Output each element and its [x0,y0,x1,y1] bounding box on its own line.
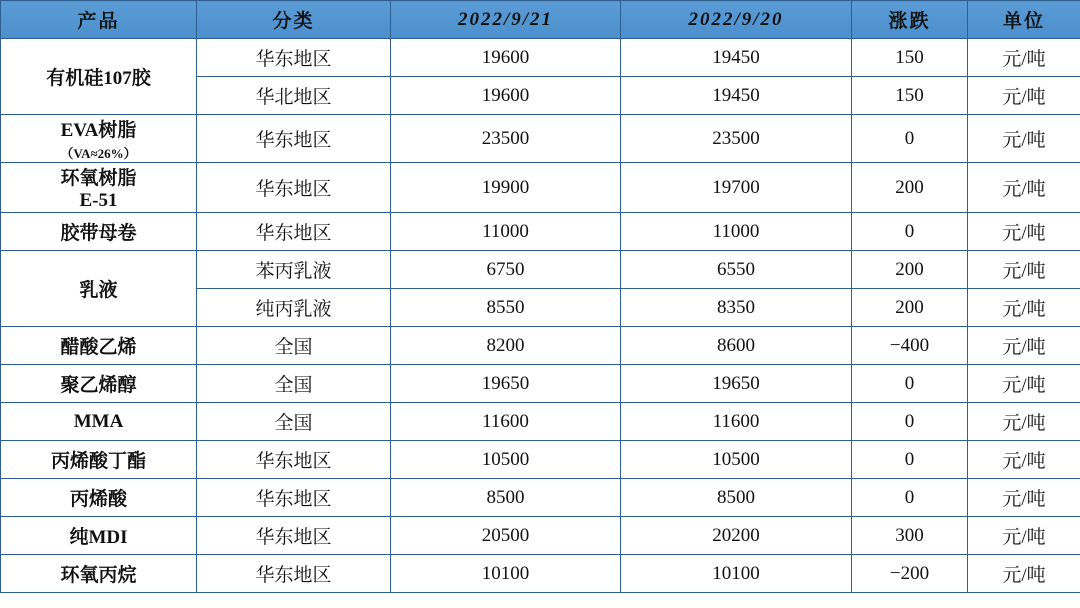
cell-product [1,213,197,251]
cell-category: 全国 [197,403,391,441]
cell-unit: 元/吨 [968,39,1080,77]
cell-category: 纯丙乳液 [197,289,391,327]
product-name: 环氧树脂 [60,168,137,189]
cell-product [1,251,197,327]
cell-unit: 元/吨 [968,163,1080,213]
product-name: 胶带母卷 [60,223,137,244]
cell-change: 150 [852,77,968,115]
cell-price-prev: 8350 [621,289,852,327]
cell-price-prev: 20200 [621,517,852,555]
cell-product [1,555,197,593]
table-row [1,327,1080,365]
cell-unit: 元/吨 [968,327,1080,365]
cell-unit: 元/吨 [968,555,1080,593]
cell-category: 华东地区 [197,163,391,213]
cell-price-prev: 8600 [621,327,852,365]
table-row [1,213,1080,251]
table-row [1,403,1080,441]
product-name: MMA [73,410,124,432]
cell-price-today: 11600 [391,403,621,441]
cell-unit: 元/吨 [968,251,1080,289]
cell-category: 华东地区 [197,39,391,77]
product-name: 醋酸乙烯 [60,337,137,358]
cell-change: 0 [852,213,968,251]
cell-category: 华东地区 [197,213,391,251]
cell-unit: 元/吨 [968,115,1080,163]
cell-price-today: 10500 [391,441,621,479]
cell-product [1,479,197,517]
cell-category: 华东地区 [197,555,391,593]
header-row [1,1,1080,39]
cell-change: 0 [852,115,968,163]
table-row [1,39,1080,77]
cell-product [1,115,197,163]
cell-unit: 元/吨 [968,289,1080,327]
table-row [1,115,1080,163]
cell-price-today: 19900 [391,163,621,213]
cell-price-prev: 6550 [621,251,852,289]
cell-category: 华北地区 [197,77,391,115]
cell-price-prev: 19650 [621,365,852,403]
cell-change: 0 [852,441,968,479]
cell-unit: 元/吨 [968,517,1080,555]
product-name: 丙烯酸丁酯 [50,451,146,472]
cell-change: 0 [852,479,968,517]
table-header [1,1,1080,39]
cell-price-today: 6750 [391,251,621,289]
table-row [1,479,1080,517]
table-row [1,441,1080,479]
cell-product [1,39,197,115]
cell-unit: 元/吨 [968,441,1080,479]
table-row [1,365,1080,403]
cell-change: 200 [852,251,968,289]
header-cell-date-prev: 2022/9/20 [621,1,852,39]
cell-category: 苯丙乳液 [197,251,391,289]
table-row [1,251,1080,289]
header-cell-change: 涨跌 [852,1,968,39]
cell-price-prev: 10500 [621,441,852,479]
cell-change: −200 [852,555,968,593]
cell-change: 200 [852,163,968,213]
product-name: EVA树脂 [60,120,137,141]
product-name-line2: E-51 [79,190,118,211]
cell-category: 华东地区 [197,479,391,517]
cell-product [1,365,197,403]
table-body [1,39,1080,593]
product-name: 聚乙烯醇 [60,375,137,396]
cell-change: 0 [852,365,968,403]
cell-unit: 元/吨 [968,365,1080,403]
cell-product [1,163,197,213]
table-row [1,555,1080,593]
cell-unit: 元/吨 [968,213,1080,251]
cell-unit: 元/吨 [968,479,1080,517]
header-cell-unit: 单位 [968,1,1080,39]
cell-category: 华东地区 [197,441,391,479]
cell-price-prev: 19450 [621,39,852,77]
cell-category: 全国 [197,327,391,365]
cell-price-today: 20500 [391,517,621,555]
header-cell-category: 分类 [197,1,391,39]
cell-price-prev: 11000 [621,213,852,251]
product-name: 乳液 [79,280,118,301]
table-row [1,517,1080,555]
cell-price-today: 11000 [391,213,621,251]
cell-price-today: 8500 [391,479,621,517]
product-name: 环氧丙烷 [60,565,137,586]
cell-change: 150 [852,39,968,77]
cell-price-today: 19650 [391,365,621,403]
cell-product [1,327,197,365]
product-name: 丙烯酸 [69,489,127,510]
cell-category: 全国 [197,365,391,403]
cell-price-prev: 8500 [621,479,852,517]
cell-category: 华东地区 [197,115,391,163]
cell-price-today: 8550 [391,289,621,327]
cell-price-prev: 23500 [621,115,852,163]
cell-price-prev: 19450 [621,77,852,115]
cell-product [1,517,197,555]
cell-product [1,441,197,479]
product-subtitle: （VA≈26%） [60,146,137,161]
cell-unit: 元/吨 [968,77,1080,115]
product-name: 纯MDI [69,527,128,548]
cell-category: 华东地区 [197,517,391,555]
cell-price-prev: 11600 [621,403,852,441]
cell-price-prev: 19700 [621,163,852,213]
cell-change: 300 [852,517,968,555]
cell-price-today: 8200 [391,327,621,365]
cell-price-today: 23500 [391,115,621,163]
table-row [1,163,1080,213]
cell-change: −400 [852,327,968,365]
cell-change: 200 [852,289,968,327]
cell-product [1,403,197,441]
cell-price-prev: 10100 [621,555,852,593]
header-cell-product: 产品 [1,1,197,39]
cell-price-today: 10100 [391,555,621,593]
product-name: 有机硅107胶 [46,68,151,89]
cell-unit: 元/吨 [968,403,1080,441]
cell-change: 0 [852,403,968,441]
cell-price-today: 19600 [391,39,621,77]
cell-price-today: 19600 [391,77,621,115]
header-cell-date-today: 2022/9/21 [391,1,621,39]
